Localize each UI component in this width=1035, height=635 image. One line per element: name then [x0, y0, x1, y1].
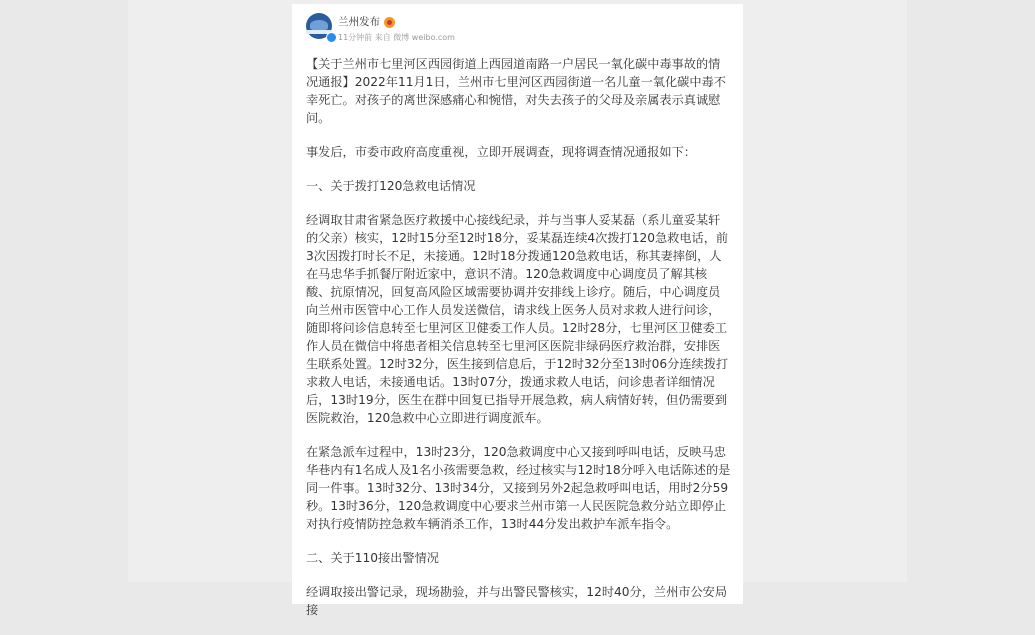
paragraph: 【关于兰州市七里河区西园街道上西园道南路一户居民一氧化碳中毒事故的情况通报】2022年11月1日，兰州市七里河区西园街道一名儿童一氧化碳中毒不幸死亡。对孩子的离世深感痛心和惋惜，对失去孩子的父母及亲属表示真诚慰问。 [306, 57, 726, 125]
section-heading: 二、关于110接出警情况 [306, 551, 439, 565]
author-name[interactable]: 兰州发布 [338, 16, 380, 28]
paragraph: 在紧急派车过程中，13时23分，120急救调度中心又接到呼叫电话，反映马忠华巷内有1名成人及1名小孩需要急救，经过核实与12时18分呼入电话陈述的是同一件事。13时32分、13时34分，又接到另外2起急救呼叫电话，用时2分59秒。13时36分，120急救调度中心要求兰州市第一人民医院急救分站立即停止对执行疫情防控急救车辆消杀工作，13时44分发出救护车派车指令。 [306, 445, 731, 531]
post-body-viewport [292, 4, 743, 617]
section-heading: 一、关于拨打120急救电话情况 [306, 179, 476, 193]
post-meta: 11分钟前 来自 微博 weibo.com [338, 33, 455, 42]
post-body [306, 55, 731, 635]
paragraph: 经调取接出警记录，现场勘验，并与出警民警核实，12时40分，兰州市公安局接 [306, 585, 728, 617]
paragraph: 经调取甘肃省紧急医疗救援中心接线纪录，并与当事人妥某磊（系儿童妥某轩的父亲）核实，12时15分至12时18分，妥某磊连续4次拨打120急救电话，前3次因拨打时长不足，未接通。12时18分拨通120急救电话，称其妻摔倒，人在马忠华手抓餐厅附近家中，意识不清。120急救调度中心调度员了解其核酸、抗原情况，回复高风险区域需要协调并安排线上诊疗。随后，中心调度员向兰州市医管中心工作人员发送微信，请求线上医务人员对求救人进行问诊，随即将问诊信息转至七里河区卫健委工作人员。12时28分，七里河区卫健委工作人员在微信中将患者相关信息转至七里河区医院非绿码医疗救治群，安排医生联系处置。12时32分，医生接到信息后，于12时32分至13时06分连续拨打求救人电话，未接通电话。13时07分，拨通求救人电话，问诊患者详细情况后，13时19分，医生在群中回复已指导开展急救，病人病情好转，但仍需要到医院救治，120急救中心立即进行调度派车。 [306, 213, 729, 425]
paragraph: 事发后，市委市政府高度重视，立即开展调查，现将调查情况通报如下： [306, 145, 696, 159]
